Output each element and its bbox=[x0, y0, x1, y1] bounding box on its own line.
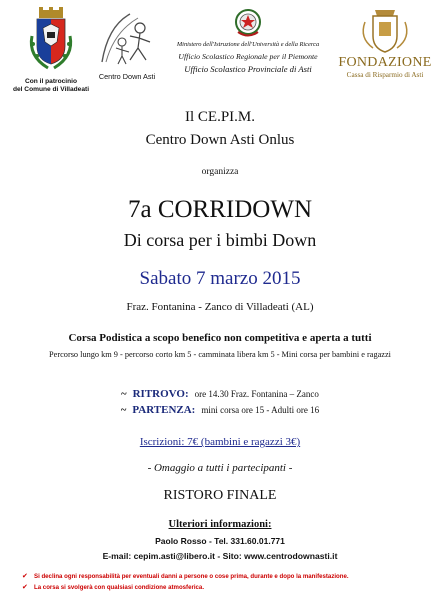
note-row bbox=[22, 571, 432, 582]
ministero-logo bbox=[166, 6, 330, 88]
italian-republic-emblem-icon bbox=[166, 6, 330, 40]
partenza-row bbox=[0, 404, 440, 416]
contacts-heading: Ulteriori informazioni: bbox=[168, 519, 272, 530]
patrocinio-line1: Con il patrocinio bbox=[24, 78, 78, 85]
partenza-marker: ~ bbox=[120, 405, 127, 416]
partenza-value: mini corsa ore 15 - Adulti ore 16 bbox=[201, 405, 320, 415]
event-location: Fraz. Fontanina - Zanco di Villadeati (AL) bbox=[126, 301, 314, 313]
fondazione-logo bbox=[335, 6, 435, 90]
ministero-line1: Ministero dell'Istruzione dell'Università e della Ricerca bbox=[176, 41, 320, 48]
children-drawing-icon bbox=[94, 6, 160, 68]
contacts-web: E-mail: cepim.asti@libero.it - Sito: www.centrodownasti.it bbox=[102, 551, 338, 561]
patrocinio-line2: del Comune di Villadeati bbox=[12, 86, 90, 93]
check-icon: ✔ bbox=[22, 573, 28, 580]
ritrovo-marker: ~ bbox=[121, 389, 127, 400]
comune-logo bbox=[10, 6, 92, 94]
ministero-line2: Ufficio Scolastico Regionale per il Piemonte bbox=[178, 52, 318, 61]
centro-down-logo bbox=[94, 6, 160, 88]
check-icon: ✔ bbox=[22, 584, 28, 591]
partenza-label: PARTENZA: bbox=[132, 404, 196, 416]
event-subtitle: Di corsa per i bimbi Down bbox=[123, 230, 317, 250]
fondazione-title: FONDAZIONE bbox=[338, 55, 432, 70]
organizza-label: organizza bbox=[201, 167, 239, 177]
omaggio-text: - Omaggio a tutti i partecipanti - bbox=[147, 462, 293, 474]
race-headline: Corsa Podistica a scopo benefico non competitiva e aperta a tutti bbox=[68, 332, 372, 344]
ristoro-text: RISTORO FINALE bbox=[163, 488, 277, 503]
org-line1: Il CE.PI.M. bbox=[184, 109, 255, 125]
ministero-line3: Ufficio Scolastico Provinciale di Asti bbox=[184, 64, 312, 74]
race-details: Percorso lungo km 9 - percorso corto km 5 - camminata libera km 5 - Mini corsa per bambini e ragazzi bbox=[49, 350, 391, 359]
ritrovo-label: RITROVO: bbox=[132, 388, 189, 400]
note-text: La corsa si svolgerà con qualsiasi condizione atmosferica. bbox=[34, 584, 205, 591]
disclaimer-notes bbox=[22, 571, 432, 593]
ritrovo-row bbox=[0, 388, 440, 400]
fondazione-subtitle: Cassa di Risparmio di Asti bbox=[346, 71, 424, 79]
org-line2: Centro Down Asti Onlus bbox=[145, 132, 295, 148]
ritrovo-value: ore 14.30 Fraz. Fontanina – Zanco bbox=[194, 389, 319, 399]
iscrizioni-text: Iscrizioni: 7€ (bambini e ragazzi 3€) bbox=[139, 436, 301, 448]
coat-of-arms-icon bbox=[10, 6, 92, 76]
fondazione-crest-icon bbox=[335, 6, 435, 54]
event-title: 7a CORRIDOWN bbox=[127, 196, 312, 223]
centro-down-caption: Centro Down Asti bbox=[98, 72, 156, 81]
note-text: Si declina ogni responsabilità per eventuali danni a persone o cose prima, durante e dopo la manifestazione. bbox=[34, 573, 349, 580]
event-date: Sabato 7 marzo 2015 bbox=[139, 268, 301, 289]
note-row bbox=[22, 582, 432, 593]
contacts-phone: Paolo Rosso - Tel. 331.60.01.771 bbox=[155, 536, 285, 546]
patrocinio-caption bbox=[10, 78, 92, 94]
